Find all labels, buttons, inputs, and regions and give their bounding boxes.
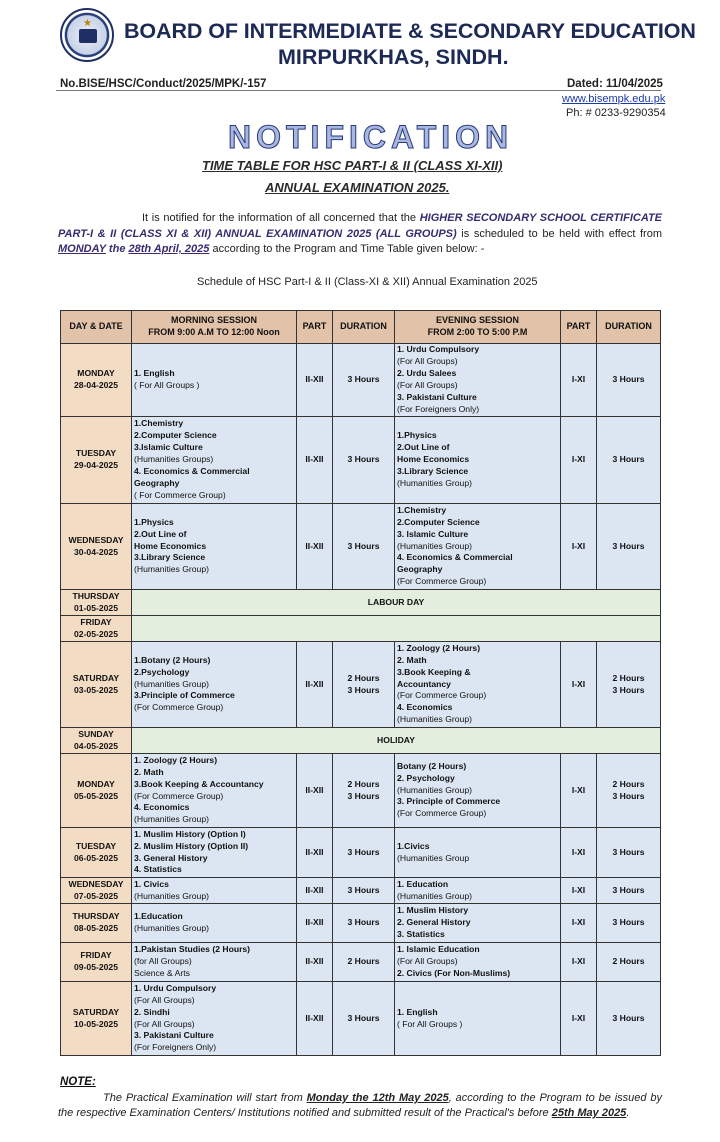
day-date-cell (61, 616, 132, 642)
part-value: II-XII (305, 884, 324, 895)
duration-value: 3 Hours (612, 790, 645, 801)
subject-line: ( For Commerce Group) (134, 489, 226, 500)
day-date-cell (61, 504, 132, 590)
header-duration: DURATION (333, 311, 395, 344)
subject-line: (For All Groups) (134, 994, 195, 1005)
morning-duration-cell (333, 828, 395, 878)
morning-subjects-cell (132, 504, 297, 590)
duration-value: 3 Hours (347, 917, 380, 928)
header-day-date: DAY & DATE (61, 311, 132, 344)
subject-line: 1.Chemistry (397, 504, 447, 515)
morning-duration-cell (333, 878, 395, 904)
part-value: II-XII (305, 678, 324, 689)
duration-value: 3 Hours (612, 374, 645, 385)
note-result-deadline: 25th May 2025 (551, 1107, 627, 1119)
subject-line: 2. Math (134, 766, 164, 777)
subject-line: 2. Civics (For Non-Muslims) (397, 967, 511, 978)
morning-time: FROM 9:00 A.M TO 12:00 Noon (148, 327, 280, 337)
subject-line: 1. Zoology (2 Hours) (134, 754, 218, 765)
subject-line: 2. Urdu Salees (397, 368, 457, 379)
duration-value: 2 Hours (347, 956, 380, 967)
day-name: THURSDAY (72, 911, 120, 922)
subject-line: (For All Groups) (134, 1018, 195, 1029)
duration-value: 2 Hours (612, 778, 645, 789)
board-name-line1: BOARD OF INTERMEDIATE & SECONDARY EDUCATION (124, 19, 696, 43)
evening-duration-cell (597, 642, 661, 728)
morning-part-cell (297, 344, 333, 417)
morning-duration-cell (333, 982, 395, 1056)
morning-part-cell (297, 828, 333, 878)
evening-time: FROM 2:00 TO 5:00 P.M (427, 327, 528, 337)
evening-part-cell (561, 878, 597, 904)
duration-value: 3 Hours (347, 846, 380, 857)
evening-subjects-cell (395, 982, 561, 1056)
morning-duration-cell (333, 417, 395, 504)
duration-value: 2 Hours (612, 956, 645, 967)
morning-duration-cell (333, 754, 395, 828)
subject-line: 2. General History (397, 917, 471, 928)
exam-date: 09-05-2025 (74, 962, 118, 972)
subject-line: 4. Statistics (134, 864, 182, 875)
subject-line: 2.Out Line of (134, 528, 187, 539)
subject-line: 3. General History (134, 852, 208, 863)
part-value: II-XII (305, 374, 324, 385)
timetable (60, 310, 661, 1056)
intro-start-day: MONDAY (58, 243, 106, 255)
duration-value: 3 Hours (347, 1012, 380, 1023)
subject-line: (For Commerce Group) (397, 808, 487, 819)
timetable-row (61, 504, 661, 590)
part-value: II-XII (305, 956, 324, 967)
day-name: MONDAY (77, 368, 115, 379)
subject-line: (Humanities Group) (397, 714, 472, 725)
subject-line: (For Foreigners Only) (134, 1042, 217, 1053)
evening-duration-cell (597, 943, 661, 982)
evening-duration-cell (597, 828, 661, 878)
duration-value: 3 Hours (347, 684, 380, 695)
timetable-row (61, 828, 661, 878)
morning-part-cell (297, 642, 333, 728)
morning-subjects-cell (132, 943, 297, 982)
phone-number: Ph: # 0233-9290354 (566, 107, 666, 119)
subtitle-line2: ANNUAL EXAMINATION 2025. (265, 180, 450, 195)
subject-line: (For All Groups) (397, 956, 458, 967)
day-date-cell (61, 728, 132, 754)
intro-text-1: It is notified for the information of all concerned that the (142, 212, 420, 224)
header-duration-evening: DURATION (597, 311, 661, 344)
evening-duration-cell (597, 982, 661, 1056)
exam-date: 04-05-2025 (74, 740, 118, 751)
subject-line: 3. Principle of Commerce (397, 796, 501, 807)
subject-line: 3. Islamic Culture (397, 528, 469, 539)
evening-subjects-cell (395, 828, 561, 878)
morning-part-cell (297, 982, 333, 1056)
subject-line: (Humanities Groups) (134, 454, 214, 465)
evening-subjects-cell (395, 943, 561, 982)
evening-duration-cell (597, 417, 661, 504)
day-date-cell (61, 417, 132, 504)
subject-line: 2.Computer Science (134, 430, 217, 441)
evening-subjects-cell (395, 417, 561, 504)
part-value: I-XI (571, 374, 586, 385)
duration-value: 3 Hours (612, 846, 645, 857)
part-value: I-XI (571, 540, 586, 551)
subject-line: 1. Muslim History (397, 905, 469, 916)
duration-value: 3 Hours (347, 790, 380, 801)
subject-line: Science & Arts (134, 967, 190, 978)
duration-value: 3 Hours (612, 684, 645, 695)
intro-start-date: 28th April, 2025 (128, 243, 210, 255)
day-date-cell (61, 904, 132, 943)
morning-title: MORNING SESSION (170, 315, 257, 326)
subject-line: 2. Psychology (397, 772, 455, 783)
duration-value: 3 Hours (347, 454, 380, 465)
day-date-cell (61, 828, 132, 878)
subject-line: 4. Economics & Commercial (397, 552, 513, 563)
header-part: PART (297, 311, 333, 344)
day-name: TUESDAY (75, 840, 117, 851)
day-name: SATURDAY (72, 1006, 120, 1017)
subject-line: (Humanities Group) (134, 814, 209, 825)
duration-value: 3 Hours (612, 540, 645, 551)
timetable-row (61, 943, 661, 982)
morning-duration-cell (333, 904, 395, 943)
subtitle-line1: TIME TABLE FOR HSC PART-I & II (CLASS XI-XII) (202, 158, 503, 173)
day-name: FRIDAY (80, 950, 112, 961)
subject-line: 1.Physics (134, 516, 174, 527)
subject-line: 2.Computer Science (397, 516, 480, 527)
subject-line: 1.Physics (397, 430, 437, 441)
subject-line: (Humanities Group) (134, 923, 209, 933)
day-date-cell (61, 344, 132, 417)
part-value: I-XI (571, 846, 586, 857)
morning-duration-cell (333, 504, 395, 590)
subject-line: ( For All Groups ) (397, 1018, 463, 1029)
morning-duration-cell (333, 344, 395, 417)
duration-value: 3 Hours (612, 917, 645, 928)
part-value: II-XII (305, 540, 324, 551)
exam-date: 02-05-2025 (74, 628, 118, 639)
morning-subjects-cell (132, 982, 297, 1056)
day-name: THURSDAY (72, 590, 120, 601)
no-exam-cell (132, 616, 661, 642)
header-divider (56, 90, 661, 91)
evening-subjects-cell (395, 642, 561, 728)
exam-date: 07-05-2025 (74, 890, 118, 901)
exam-date: 10-05-2025 (74, 1018, 118, 1029)
subject-line: 4. Economics & Commercial (134, 465, 250, 476)
timetable-row (61, 878, 661, 904)
subject-line: 4. Economics (134, 802, 190, 813)
exam-date: 30-04-2025 (74, 546, 118, 557)
duration-value: 3 Hours (347, 374, 380, 385)
header-part-evening: PART (561, 311, 597, 344)
part-value: I-XI (571, 678, 586, 689)
duration-value: 3 Hours (612, 1012, 645, 1023)
evening-part-cell (561, 943, 597, 982)
part-value: II-XII (305, 784, 324, 795)
subject-line: 2.Psychology (134, 666, 190, 677)
day-name: WEDNESDAY (68, 534, 124, 545)
evening-duration-cell (597, 344, 661, 417)
duration-value: 2 Hours (347, 778, 380, 789)
part-value: I-XI (571, 784, 586, 795)
intro-paragraph (58, 211, 662, 258)
timetable-row (61, 728, 661, 754)
book-icon (79, 29, 97, 43)
header-morning-session (132, 311, 297, 344)
note-practical-start: Monday the 12th May 2025 (306, 1092, 449, 1104)
intro-text-2: is scheduled to be held with effect from (456, 227, 662, 240)
part-value: I-XI (571, 884, 586, 895)
evening-title: EVENING SESSION (435, 315, 520, 326)
subject-line: (Humanities Group) (397, 477, 472, 488)
subject-line: 1.Civics (397, 840, 430, 851)
timetable-header-row (61, 311, 661, 344)
part-value: I-XI (571, 956, 586, 967)
duration-value: 3 Hours (612, 454, 645, 465)
evening-part-cell (561, 417, 597, 504)
subject-line: (For Commerce Group) (397, 576, 487, 587)
evening-part-cell (561, 642, 597, 728)
schedule-caption: Schedule of HSC Part-I & II (Class-XI & XII) Annual Examination 2025 (197, 276, 538, 288)
duration-value: 3 Hours (347, 884, 380, 895)
day-name: SATURDAY (72, 672, 120, 683)
timetable-row (61, 904, 661, 943)
morning-part-cell (297, 754, 333, 828)
subject-line: 3.Book Keeping & Accountancy (134, 778, 264, 789)
morning-subjects-cell (132, 878, 297, 904)
board-seal-logo (60, 8, 114, 62)
part-value: II-XII (305, 454, 324, 465)
subject-line: (For Commerce Group) (397, 690, 487, 701)
part-value: II-XII (305, 846, 324, 857)
subject-line: (Humanities Group (397, 852, 470, 863)
subject-line: 1.Botany (2 Hours) (134, 654, 211, 665)
day-name: SUNDAY (78, 728, 114, 739)
morning-subjects-cell (132, 344, 297, 417)
subject-line: 3.Library Science (397, 465, 469, 476)
day-date-cell (61, 642, 132, 728)
intro-text-3: the (105, 243, 129, 255)
evening-part-cell (561, 828, 597, 878)
subject-line: 3. Pakistani Culture (397, 391, 477, 402)
subject-line: (Humanities Group) (134, 564, 209, 575)
part-value: I-XI (571, 454, 586, 465)
morning-subjects-cell (132, 904, 297, 943)
duration-value: 3 Hours (347, 540, 380, 551)
morning-part-cell (297, 943, 333, 982)
no-exam-cell: LABOUR DAY (132, 590, 661, 616)
timetable-row (61, 642, 661, 728)
subject-line: 2.Out Line of (397, 442, 450, 453)
duration-value: 2 Hours (612, 672, 645, 683)
subject-line: 3.Book Keeping & (397, 666, 471, 677)
evening-part-cell (561, 504, 597, 590)
timetable-row (61, 982, 661, 1056)
morning-subjects-cell (132, 828, 297, 878)
subject-line: 1. Urdu Compulsory (134, 982, 217, 993)
evening-part-cell (561, 982, 597, 1056)
day-date-cell (61, 943, 132, 982)
exam-date: 03-05-2025 (74, 684, 118, 695)
subject-line: 3. Pakistani Culture (134, 1030, 214, 1041)
star-icon: ★ (83, 18, 92, 29)
evening-duration-cell (597, 904, 661, 943)
subject-line: 1.Education (134, 911, 183, 922)
timetable-row (61, 616, 661, 642)
timetable-row (61, 590, 661, 616)
subject-line: (For Commerce Group) (134, 702, 224, 713)
subject-line: Botany (2 Hours) (397, 760, 467, 771)
duration-value: 3 Hours (612, 884, 645, 895)
subject-line: 2. Math (397, 654, 427, 665)
note-text-2: , according to the Program to be issued by the respective Examination Centers/ Institutions notified and submitted result of the Practical's before (58, 1092, 662, 1119)
subject-line: 1. Zoology (2 Hours) (397, 642, 481, 653)
day-name: TUESDAY (75, 448, 117, 459)
subject-line: Geography (397, 564, 443, 575)
evening-subjects-cell (395, 754, 561, 828)
exam-date: 08-05-2025 (74, 923, 118, 933)
day-date-cell (61, 590, 132, 616)
subject-line: Home Economics (134, 540, 207, 551)
subject-line: (Humanities Group) (134, 678, 209, 689)
day-date-cell (61, 754, 132, 828)
day-name: WEDNESDAY (68, 878, 124, 889)
duration-value: 2 Hours (347, 672, 380, 683)
evening-duration-cell (597, 878, 661, 904)
subject-line: 1.Pakistan Studies (2 Hours) (134, 944, 251, 955)
part-value: I-XI (571, 1012, 586, 1023)
morning-subjects-cell (132, 417, 297, 504)
day-date-cell (61, 982, 132, 1056)
subject-line: 1. Education (397, 878, 449, 889)
intro-text-4: according to the Program and Time Table given below: - (209, 243, 485, 255)
subject-line: 1. Urdu Compulsory (397, 344, 480, 355)
part-value: II-XII (305, 1012, 324, 1023)
subject-line: 1. English (134, 368, 175, 379)
exam-date: 06-05-2025 (74, 852, 118, 863)
intro-exam-name: HIGHER SECONDARY SCHOOL CERTIFICATE PART-I & II (CLASS XI & XII) ANNUAL EXAMINATION 2025 (ALL GROUPS) (58, 212, 663, 240)
exam-date: 29-04-2025 (74, 460, 118, 470)
subject-line: 4. Economics (397, 702, 453, 713)
morning-part-cell (297, 878, 333, 904)
evening-subjects-cell (395, 878, 561, 904)
subject-line: Accountancy (397, 678, 451, 689)
day-name: MONDAY (77, 778, 115, 789)
evening-part-cell (561, 754, 597, 828)
morning-part-cell (297, 417, 333, 504)
board-name-line2: MIRPURKHAS, SINDH. (278, 45, 509, 69)
timetable-row (61, 417, 661, 504)
morning-subjects-cell (132, 754, 297, 828)
subject-line: (For All Groups) (397, 356, 458, 367)
subject-line: (For Foreigners Only) (397, 403, 480, 414)
evening-subjects-cell (395, 504, 561, 590)
note-paragraph (58, 1091, 662, 1121)
subject-line: 3.Islamic Culture (134, 442, 203, 453)
reference-number: No.BISE/HSC/Conduct/2025/MPK/-157 (60, 78, 267, 90)
timetable-row (61, 344, 661, 417)
subject-line: (Humanities Group) (397, 890, 472, 901)
evening-duration-cell (597, 754, 661, 828)
part-value: II-XII (305, 917, 324, 928)
note-text-1: The Practical Examination will start from (103, 1092, 307, 1104)
subject-line: 1. English (397, 1006, 438, 1017)
header-evening-session (395, 311, 561, 344)
morning-duration-cell (333, 943, 395, 982)
subject-line: 1.Chemistry (134, 418, 184, 429)
subject-line: Geography (134, 477, 180, 488)
subject-line: 3.Principle of Commerce (134, 690, 235, 701)
subject-line: (Humanities Group) (397, 784, 472, 795)
exam-date: 05-05-2025 (74, 790, 118, 801)
evening-duration-cell (597, 504, 661, 590)
evening-part-cell (561, 344, 597, 417)
timetable-row (61, 754, 661, 828)
no-exam-cell: HOLIDAY (132, 728, 661, 754)
day-name: FRIDAY (80, 616, 112, 627)
note-text-3: . (626, 1107, 630, 1119)
morning-duration-cell (333, 642, 395, 728)
subject-line: (Humanities Group) (397, 540, 472, 551)
morning-part-cell (297, 904, 333, 943)
subject-line: 3.Library Science (134, 552, 206, 563)
morning-part-cell (297, 504, 333, 590)
subject-line: (Humanities Group) (134, 890, 209, 901)
issue-date: Dated: 11/04/2025 (567, 78, 663, 90)
morning-subjects-cell (132, 642, 297, 728)
subject-line: 1. Civics (134, 878, 169, 889)
subject-line: (For Commerce Group) (134, 790, 224, 801)
part-value: I-XI (571, 917, 586, 928)
evening-subjects-cell (395, 904, 561, 943)
subject-line: (for All Groups) (134, 956, 192, 967)
evening-part-cell (561, 904, 597, 943)
subject-line: 1. Islamic Education (397, 944, 480, 955)
subject-line: 2. Muslim History (Option II) (134, 840, 249, 851)
subject-line: Home Economics (397, 454, 470, 465)
exam-date: 28-04-2025 (74, 380, 118, 390)
subject-line: (For All Groups) (397, 380, 458, 390)
exam-date: 01-05-2025 (74, 602, 118, 613)
evening-subjects-cell (395, 344, 561, 417)
note-heading: NOTE: (60, 1076, 96, 1088)
subject-line: 1. Muslim History (Option I) (134, 828, 246, 839)
subject-line: 2. Sindhi (134, 1006, 170, 1017)
notification-title: NOTIFICATION (228, 119, 514, 155)
website-link[interactable]: www.bisempk.edu.pk (562, 93, 666, 105)
subject-line: 3. Statistics (397, 928, 445, 939)
subject-line: ( For All Groups ) (134, 380, 200, 390)
day-date-cell (61, 878, 132, 904)
